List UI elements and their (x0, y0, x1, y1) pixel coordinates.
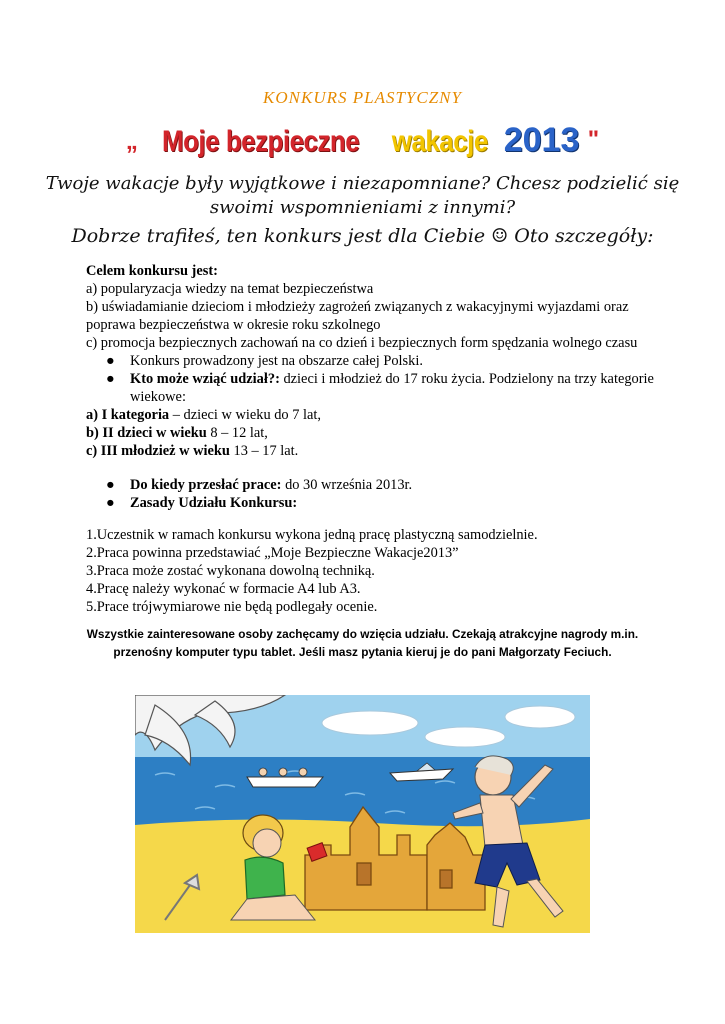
who-text: dzieci i młodzież do 17 roku życia. Podzielony na trzy kategorie wiekowe: (130, 371, 654, 405)
footer-line-2: przenośny komputer typu tablet. Jeśli masz pytania kieruj je do pani Małgorzaty Feciuch. (113, 645, 612, 659)
footer-note (40, 625, 685, 661)
rules-label: Zasady Udziału Konkursu: (130, 495, 298, 511)
rule-3: 3.Praca może zostać wykonana dowolną techniką. (86, 563, 375, 579)
intro-question: Twoje wakacje były wyjątkowe i niezapomniane? Chcesz podzielić się swoimi wspomnieniami z innymi? (45, 173, 680, 218)
goals-heading: Celem konkursu jest: (86, 263, 218, 279)
rule-2: 2.Praca powinna przedstawiać „Moje Bezpieczne Wakacje2013” (86, 545, 459, 561)
deadline-text: do 30 września 2013r. (281, 477, 413, 493)
bullet-rules (86, 494, 666, 512)
bullet-icon: ● (106, 371, 115, 387)
bullet-scope (86, 352, 666, 370)
category-2 (86, 424, 666, 442)
who-label: Kto może wziąć udział?: (130, 371, 280, 387)
category-2-label: b) II dzieci w wieku (86, 425, 207, 441)
beach-scene-illustration (135, 695, 590, 933)
rule-4: 4.Pracę należy wykonać w formacie A4 lub A3. (86, 581, 361, 597)
contest-details (86, 262, 666, 616)
category-1-label: a) I kategoria (86, 407, 170, 423)
contest-logo (0, 118, 725, 164)
bullet-icon: ● (106, 495, 115, 511)
category-3-text: 13 – 17 lat. (229, 443, 299, 459)
category-1 (86, 406, 666, 424)
logo-word-moje-bezpieczne: Moje bezpieczne (162, 125, 360, 158)
contest-title: KONKURS PLASTYCZNY (263, 88, 462, 107)
category-3 (86, 442, 666, 460)
scope-text: Konkurs prowadzony jest na obszarze całej Polski. (130, 353, 423, 369)
goal-item-b: b) uświadamianie dzieciom i młodzieży zagrożeń związanych z wakacyjnymi wyjazdami oraz poprawa bezpieczeństwa w okresie roku szkolnego (86, 299, 629, 333)
bullet-deadline (86, 476, 666, 494)
category-1-text: – dzieci w wieku do 7 lat, (169, 407, 322, 423)
bullet-who (86, 370, 666, 406)
goal-item-a: a) popularyzacja wiedzy na temat bezpieczeństwa (86, 281, 374, 297)
footer-line-1: Wszystkie zainteresowane osoby zachęcamy do wzięcia udziału. Czekają atrakcyjne nagrody m.in. (86, 627, 639, 641)
rule-1: 1.Uczestnik w ramach konkursu wykona jedną pracę plastyczną samodzielnie. (86, 527, 538, 543)
goal-item-c: c) promocja bezpiecznych zachowań na co dzień i bezpiecznych form spędzania wolnego czasu (86, 335, 638, 351)
logo-open-quote: „ (125, 128, 138, 155)
logo-year: 2013 (503, 121, 580, 159)
logo-word-wakacje: wakacje (391, 125, 488, 158)
logo-close-quote: " (587, 126, 600, 153)
bullet-icon: ● (106, 353, 115, 369)
category-2-text: 8 – 12 lat, (206, 425, 268, 441)
deadline-label: Do kiedy przesłać prace: (130, 477, 282, 493)
bullet-icon: ● (106, 477, 115, 493)
rule-5: 5.Prace trójwymiarowe nie będą podlegały ocenie. (86, 599, 378, 615)
category-3-label: c) III młodzież w wieku (86, 443, 230, 459)
intro-welcome: Dobrze trafiłeś, ten konkurs jest dla Ciebie ☺ Oto szczegóły: (71, 225, 654, 247)
